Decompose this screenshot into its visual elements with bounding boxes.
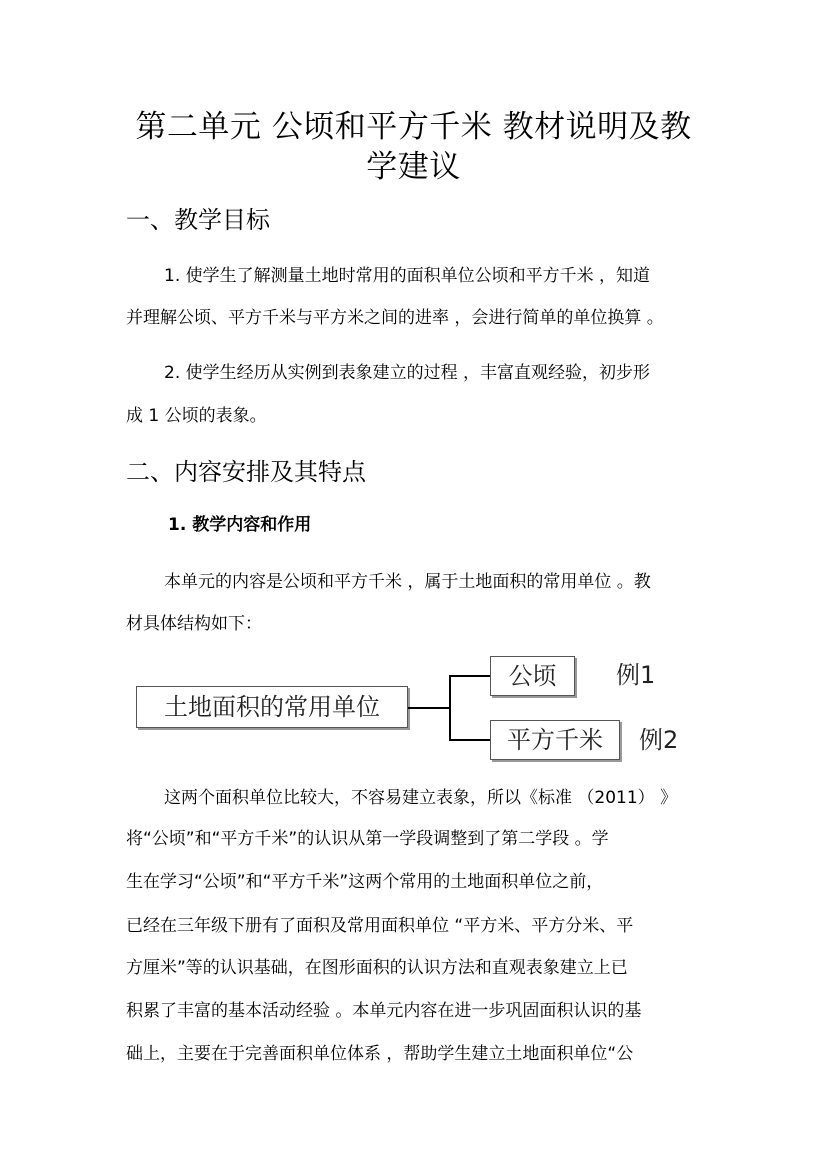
paragraph-line: 础上，主要在于完善面积单位体系 ，帮助学生建立土地面积单位“公 (126, 1044, 634, 1064)
paragraph-line: 生在学习“公顷”和“平方千米”这两个常用的土地面积单位之前， (126, 872, 604, 892)
diagram-connector (449, 675, 491, 677)
paragraph-line: 2. 使学生经历从实例到表象建立的过程 ，丰富直观经验，初步形 (164, 363, 651, 383)
diagram-example-2: 例2 (639, 726, 679, 754)
section-heading-objectives: 一、教学目标 (126, 206, 270, 234)
diagram-branch-box-2 (490, 720, 620, 760)
paragraph-line: 1. 使学生了解测量土地时常用的面积单位公顷和平方千米 ，知道 (164, 266, 651, 286)
paragraph-line: 这两个面积单位比较大，不容易建立表象，所以《标准 （2011） 》 (164, 788, 678, 808)
paragraph-line: 方厘米”等的认识基础，在图形面积的认识方法和直观表象建立上已 (126, 958, 628, 978)
title-line-1: 第二单元 公顷和平方千米 教材说明及教 (135, 109, 692, 145)
diagram-branch-box-1 (490, 656, 575, 696)
diagram-connector (449, 675, 451, 741)
diagram-connector (449, 739, 491, 741)
diagram-branch-label-2: 平方千米 (507, 726, 603, 754)
section-heading-content: 二、内容安排及其特点 (126, 458, 366, 486)
paragraph-line: 积累了丰富的基本活动经验 。本单元内容在进一步巩固面积认识的基 (126, 1001, 642, 1021)
diagram-connector (408, 707, 450, 709)
paragraph-line: 已经在三年级下册有了面积及常用面积单位 “平方米、平方分米、平 (126, 916, 634, 936)
title-line-2: 学建议 (366, 149, 461, 185)
paragraph-line: 成 1 公顷的表象。 (126, 406, 267, 426)
paragraph-line: 将“公顷”和“平方千米”的认识从第一学段调整到了第二学段 。学 (126, 829, 609, 849)
diagram-root-label: 土地面积的常用单位 (164, 693, 380, 721)
paragraph-line: 本单元的内容是公顷和平方千米 ，属于土地面积的常用单位 。教 (164, 572, 651, 592)
paragraph-line: 并理解公顷、平方千米与平方米之间的进率 ，会进行简单的单位换算 。 (126, 308, 664, 328)
diagram-example-1: 例1 (616, 661, 656, 689)
subsection-heading: 1. 教学内容和作用 (168, 515, 312, 535)
diagram-root-box (136, 686, 408, 728)
paragraph-line: 材具体结构如下： (126, 614, 262, 634)
diagram-branch-label-1: 公顷 (508, 662, 557, 690)
